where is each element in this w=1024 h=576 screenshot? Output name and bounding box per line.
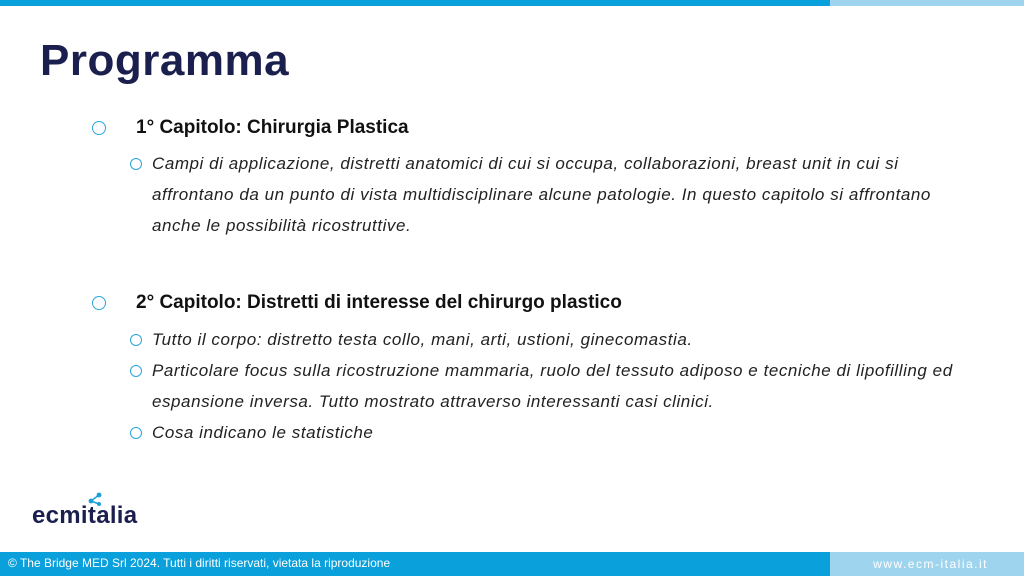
footer-bar [0, 552, 1024, 576]
ecmitalia-logo [32, 492, 192, 532]
bullet-ring-icon [92, 121, 106, 135]
chapter-2-item-2 [92, 355, 972, 417]
logo-text: ecmitalia [32, 502, 138, 529]
chapter-2-item-1 [92, 324, 972, 355]
footer-website-link[interactable]: www.ecm-italia.it [873, 557, 988, 571]
bullet-ring-icon [130, 158, 142, 170]
chapter-1-item-1 [92, 148, 972, 241]
footer-copyright: © The Bridge MED Srl 2024. Tutti i diritti riservati, vietata la riproduzione [8, 556, 391, 570]
chapter-2-title: 2° Capitolo: Distretti di interesse del chirurgo plastico [136, 292, 622, 313]
chapter-2-heading [92, 290, 972, 316]
chapter-1-title: 1° Capitolo: Chirurgia Plastica [136, 117, 409, 138]
chapter-2-item-3 [92, 417, 972, 448]
chapter-2 [92, 290, 972, 448]
slide-title: Programma [40, 36, 290, 85]
bullet-ring-icon [130, 365, 142, 377]
bullet-ring-icon [130, 334, 142, 346]
bullet-ring-icon [130, 427, 142, 439]
chapter-2-item-1-text: Tutto il corpo: distretto testa collo, mani, arti, ustioni, ginecomastia. [152, 330, 693, 349]
chapter-1-item-1-text: Campi di applicazione, distretti anatomici di cui si occupa, collaborazioni, breast unit in cui si affrontano da un punto di vista multidisciplinare alcune patologie. In questo capitolo si affrontano anche le possibilità ricostruttive. [152, 154, 931, 235]
top-accent-bar-main [0, 0, 830, 6]
chapter-2-item-2-text: Particolare focus sulla ricostruzione mammaria, ruolo del tessuto adiposo e tecniche di lipofilling ed espansione inversa. Tutto mostrato attraverso interessanti casi clinici. [152, 361, 953, 411]
chapter-1-heading [92, 115, 972, 141]
top-accent-bar-light [830, 0, 1024, 6]
chapter-1 [92, 115, 972, 241]
top-accent-bar [0, 0, 1024, 6]
bullet-ring-icon [92, 296, 106, 310]
chapter-2-item-3-text: Cosa indicano le statistiche [152, 423, 374, 442]
